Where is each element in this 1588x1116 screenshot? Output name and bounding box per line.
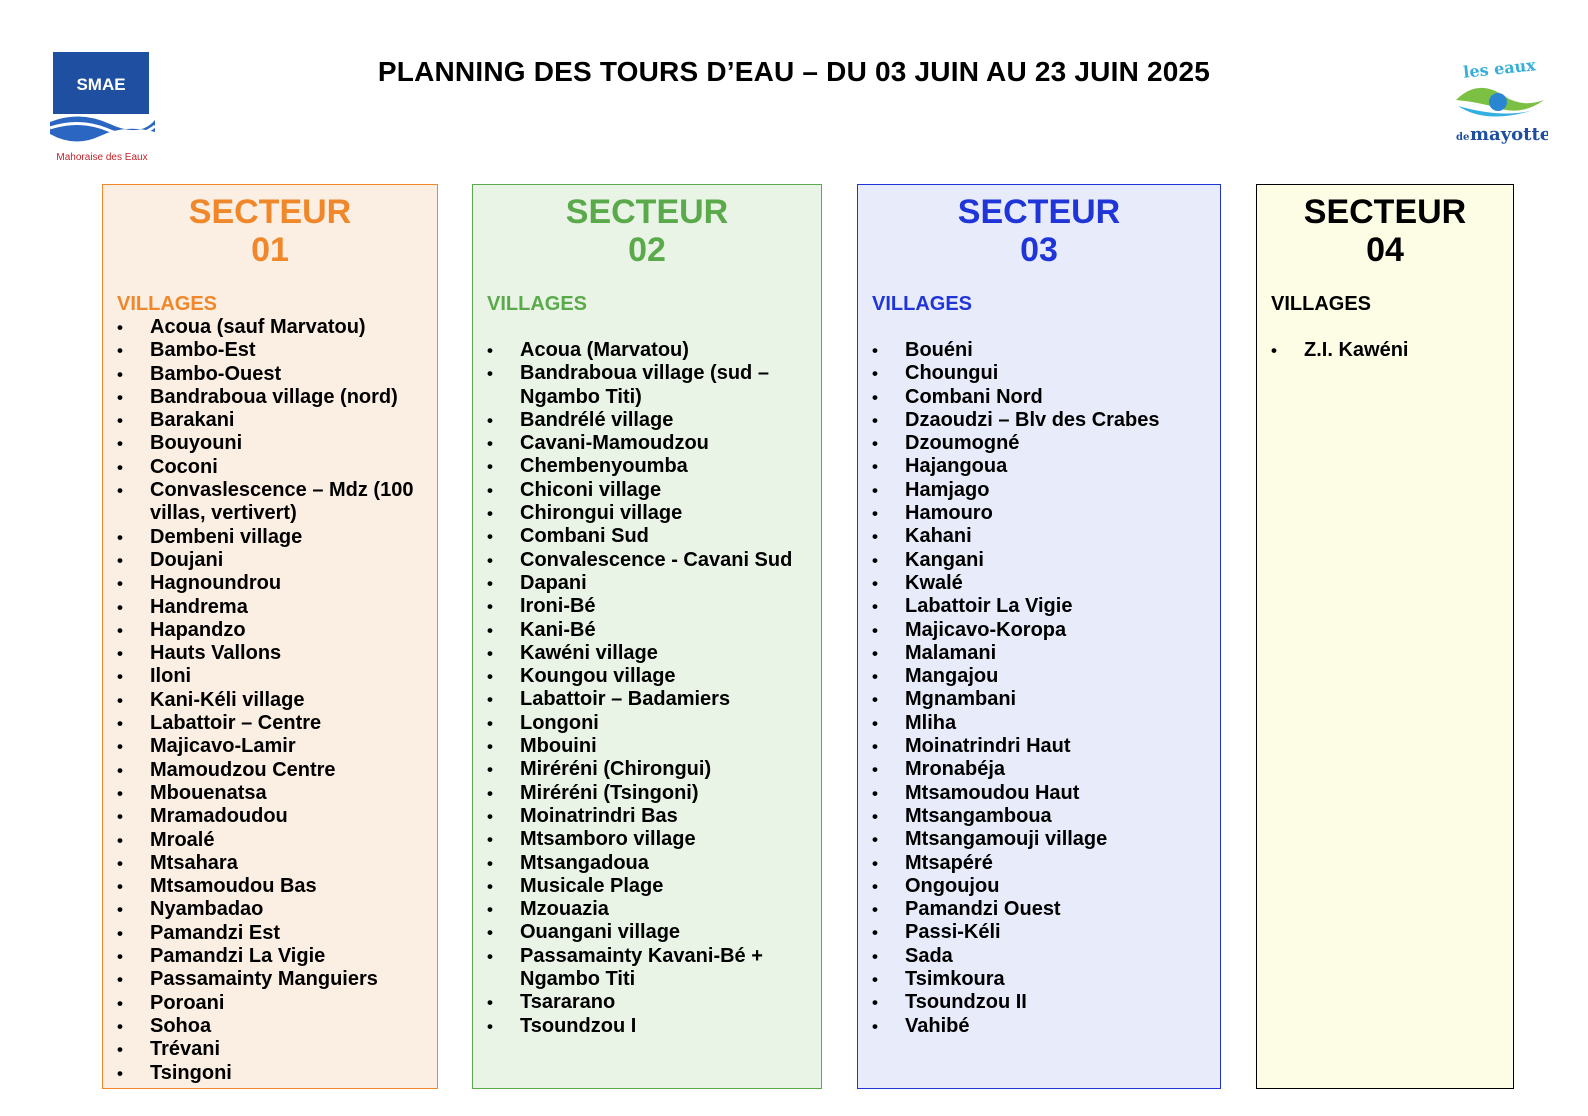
village-list-item: • Musicale Plage [487,875,821,898]
smae-logo-text: SMAE [76,75,126,94]
eaux-logo-top-text: les eaux [1462,56,1537,82]
sector-01-panel [102,184,438,1089]
village-list-item: • Chirongui village [487,502,821,525]
sector-03-panel [857,184,1221,1089]
village-list-item: • Tsararano [487,991,821,1014]
village-list-item: • Doujani [117,549,437,572]
village-list-item: • Passamainty Kavani-Bé + Ngambo Titi [487,945,821,992]
village-list-item: • Sohoa [117,1015,437,1038]
sector-title [473,193,821,269]
village-list-item: • Hapandzo [117,619,437,642]
village-list-item: • Iloni [117,665,437,688]
village-list-item: • Cavani-Mamoudzou [487,432,821,455]
village-list-item: • Bandraboua village (sud – Ngambo Titi) [487,362,821,409]
village-list-item: • Malamani [872,642,1220,665]
village-list-item: • Miréréni (Tsingoni) [487,782,821,805]
village-list-item: • Convaslescence – Mdz (100 villas, vertivert) [117,479,437,526]
village-list-item: • Hamjago [872,479,1220,502]
village-list-item: • Mgnambani [872,688,1220,711]
villages-label: VILLAGES [872,293,973,315]
sector-title-label: SECTEUR [188,193,352,231]
villages-label: VILLAGES [487,293,588,315]
village-list-item: • Chembenyoumba [487,455,821,478]
village-list-item: • Kani-Bé [487,619,821,642]
village-list-item: • Kahani [872,525,1220,548]
sector-title-number: 01 [251,231,289,269]
village-list-item: • Z.I. Kawéni [1271,339,1513,362]
village-list-item: • Dembeni village [117,526,437,549]
village-list-item: • Mronabéja [872,758,1220,781]
village-list-item: • Barakani [117,409,437,432]
village-list-item: • Dzoumogné [872,432,1220,455]
sector-title-label: SECTEUR [1303,193,1467,231]
village-list-item: • Tsimkoura [872,968,1220,991]
village-list [473,339,821,1038]
village-list-item: • Mbouini [487,735,821,758]
sector-title [1257,193,1513,269]
eaux-logo-drop [1489,93,1507,111]
village-list-item: • Ouangani village [487,921,821,944]
village-list-item: • Mtsapéré [872,852,1220,875]
village-list-item: • Passamainty Manguiers [117,968,437,991]
village-list-item: • Ongoujou [872,875,1220,898]
sector-title-label: SECTEUR [957,193,1121,231]
sector-04-panel [1256,184,1514,1089]
village-list-item: • Dapani [487,572,821,595]
village-list-item: • Hajangoua [872,455,1220,478]
village-list-item: • Kwalé [872,572,1220,595]
smae-logo-caption: Mahoraise des Eaux [56,152,148,163]
village-list-item: • Mroalé [117,829,437,852]
village-list-item: • Mangajou [872,665,1220,688]
village-list-item: • Mtsamboro village [487,828,821,851]
village-list-item: • Hamouro [872,502,1220,525]
village-list-item: • Miréréni (Chirongui) [487,758,821,781]
village-list-item: • Labattoir – Badamiers [487,688,821,711]
village-list-item: • Majicavo-Koropa [872,619,1220,642]
sector-title-number: 04 [1366,231,1404,269]
village-list-item: • Tsoundzou I [487,1015,821,1038]
village-list-item: • Passi-Kéli [872,921,1220,944]
village-list-item: • Mtsangamboua [872,805,1220,828]
village-list-item: • Combani Sud [487,525,821,548]
village-list-item: • Mtsangamouji village [872,828,1220,851]
village-list-item: • Bouyouni [117,432,437,455]
village-list-item: • Bandraboua village (nord) [117,386,437,409]
village-list-item: • Ironi-Bé [487,595,821,618]
village-list-item: • Mtsahara [117,852,437,875]
village-list-item: • Hauts Vallons [117,642,437,665]
village-list-item: • Mzouazia [487,898,821,921]
village-list-item: • Convalescence - Cavani Sud [487,549,821,572]
village-list-item: • Bandrélé village [487,409,821,432]
village-list-item: • Tsingoni [117,1062,437,1085]
village-list-item: • Trévani [117,1038,437,1061]
village-list-item: • Pamandzi La Vigie [117,945,437,968]
village-list-item: • Bouéni [872,339,1220,362]
village-list-item: • Koungou village [487,665,821,688]
village-list-item: • Hagnoundrou [117,572,437,595]
sector-title-number: 03 [1020,231,1058,269]
village-list [858,339,1220,1038]
village-list-item: • Sada [872,945,1220,968]
village-list-item: • Acoua (sauf Marvatou) [117,316,437,339]
sector-title-label: SECTEUR [565,193,729,231]
village-list-item: • Mtsangadoua [487,852,821,875]
village-list-item: • Dzaoudzi – Blv des Crabes [872,409,1220,432]
villages-label: VILLAGES [117,293,218,315]
village-list-item: • Mliha [872,712,1220,735]
village-list-item: • Kani-Kéli village [117,689,437,712]
eaux-logo-bottom-text: mayotte [1470,124,1548,145]
village-list-item: • Acoua (Marvatou) [487,339,821,362]
sector-title [103,193,437,269]
eaux-logo-de-text: de [1456,132,1470,143]
sector-title [858,193,1220,269]
village-list-item: • Tsoundzou II [872,991,1220,1014]
village-list-item: • Combani Nord [872,386,1220,409]
sector-title-number: 02 [628,231,666,269]
village-list-item: • Pamandzi Est [117,922,437,945]
villages-label: VILLAGES [1271,293,1372,315]
village-list-item: • Moinatrindri Bas [487,805,821,828]
village-list-item: • Nyambadao [117,898,437,921]
village-list-item: • Choungui [872,362,1220,385]
village-list-item: • Vahibé [872,1015,1220,1038]
village-list-item: • Mramadoudou [117,805,437,828]
sector-02-panel [472,184,822,1089]
village-list [1257,339,1513,362]
village-list-item: • Handrema [117,596,437,619]
village-list-item: • Kangani [872,549,1220,572]
village-list-item: • Pamandzi Ouest [872,898,1220,921]
village-list-item: • Longoni [487,712,821,735]
village-list-item: • Labattoir La Vigie [872,595,1220,618]
village-list-item: • Coconi [117,456,437,479]
village-list-item: • Majicavo-Lamir [117,735,437,758]
village-list-item: • Bambo-Est [117,339,437,362]
village-list-item: • Mamoudzou Centre [117,759,437,782]
village-list-item: • Bambo-Ouest [117,363,437,386]
village-list-item: • Labattoir – Centre [117,712,437,735]
village-list-item: • Mbouenatsa [117,782,437,805]
village-list [103,316,437,1085]
village-list-item: • Kawéni village [487,642,821,665]
village-list-item: • Chiconi village [487,479,821,502]
page-title: PLANNING DES TOURS D’EAU – DU 03 JUIN AU 23 JUIN 2025 [377,56,1211,87]
village-list-item: • Mtsamoudou Haut [872,782,1220,805]
village-list-item: • Mtsamoudou Bas [117,875,437,898]
village-list-item: • Poroani [117,992,437,1015]
village-list-item: • Moinatrindri Haut [872,735,1220,758]
